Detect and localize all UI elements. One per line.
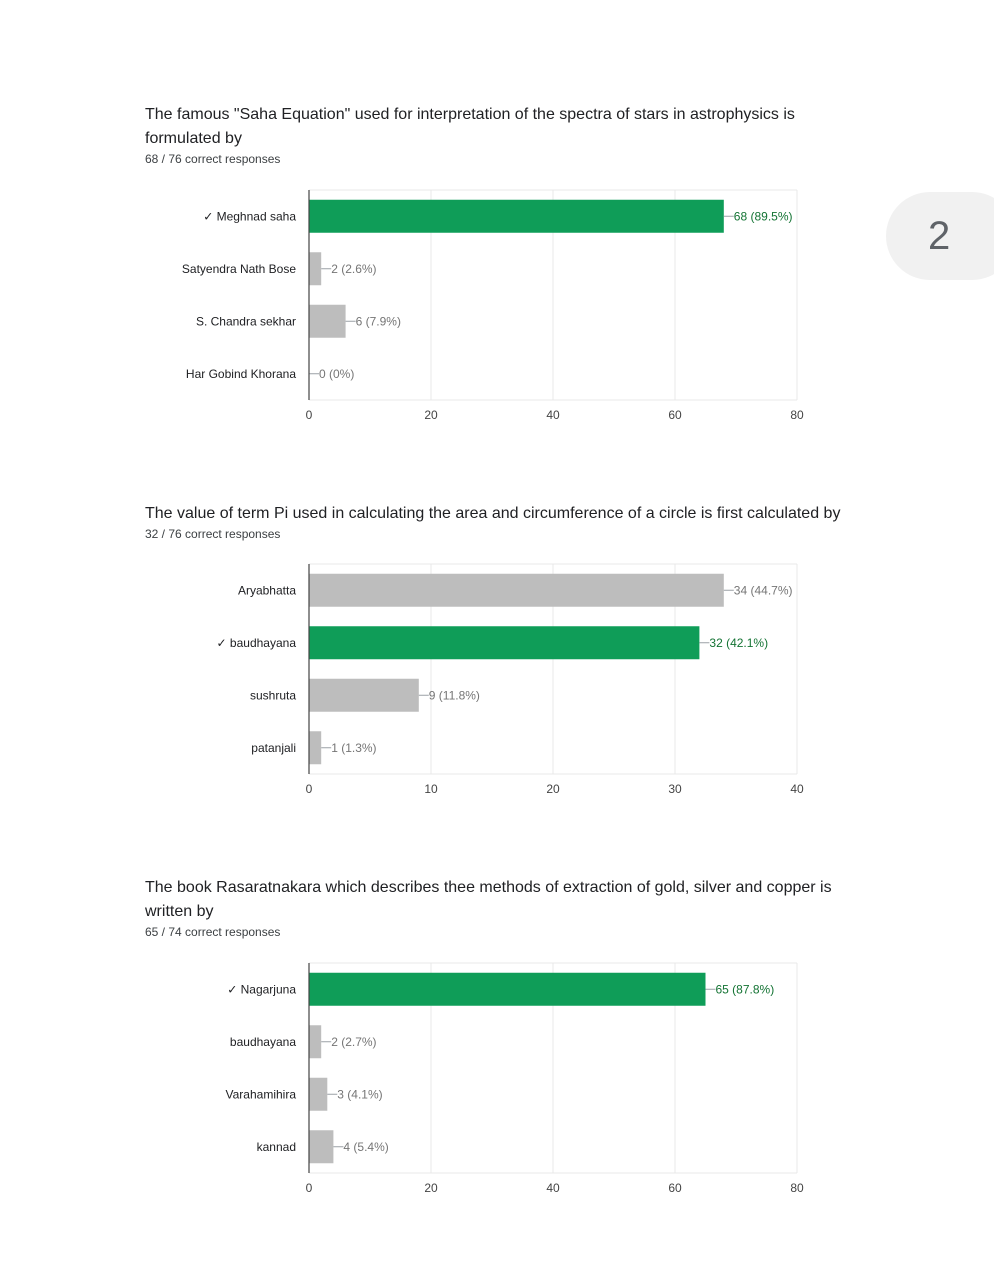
chart-question-1: [0, 180, 994, 420]
bar: [309, 252, 321, 285]
page-number: 2: [928, 213, 951, 258]
value-label: 0 (0%): [319, 366, 355, 381]
category-label: ✓ baudhayana: [216, 635, 296, 650]
question-title: The famous "Saha Equation" used for interpretation of the spectra of stars in astrophysics is formulated by: [145, 106, 795, 147]
x-tick-label: 10: [424, 782, 438, 796]
x-tick-label: 40: [546, 1181, 560, 1195]
bar-chart-2: [0, 554, 994, 804]
category-label: S. Chandra sekhar: [195, 314, 296, 329]
x-tick-label: 0: [305, 1181, 313, 1195]
x-tick-label: 0: [305, 408, 313, 422]
value-label: 32 (42.1%): [709, 635, 769, 650]
x-tick-label: 80: [790, 408, 804, 422]
bar: [309, 679, 419, 712]
correct-responses: 68 / 76 correct responses: [145, 152, 281, 166]
category-label: Satyendra Nath Bose: [181, 261, 296, 276]
value-label: 9 (11.8%): [428, 688, 480, 703]
bar-chart-3: [0, 953, 994, 1203]
value-label: 3 (4.1%): [337, 1087, 383, 1102]
bar: [309, 574, 724, 607]
category-label: sushruta: [249, 688, 296, 703]
bar: [309, 305, 346, 338]
chart-question-3: [0, 953, 994, 1193]
category-label: ✓ Nagarjuna: [227, 982, 296, 997]
x-tick-label: 60: [668, 1181, 682, 1195]
value-label: 65 (87.8%): [715, 982, 775, 997]
category-label: ✓ Meghnad saha: [203, 209, 296, 224]
value-label: 6 (7.9%): [355, 314, 401, 329]
question-2: [145, 502, 865, 541]
correct-responses: 32 / 76 correct responses: [145, 527, 281, 541]
x-tick-label: 40: [546, 408, 560, 422]
value-label: 2 (2.6%): [331, 261, 377, 276]
category-label: Varahamihira: [225, 1087, 296, 1102]
category-label: baudhayana: [229, 1034, 296, 1049]
bar: [309, 1025, 321, 1058]
question-title: The value of term Pi used in calculating the area and circumference of a circle is first calculated by: [145, 505, 841, 522]
value-label: 2 (2.7%): [331, 1034, 377, 1049]
correct-responses: 65 / 74 correct responses: [145, 925, 281, 939]
value-label: 1 (1.3%): [331, 740, 377, 755]
bar: [309, 626, 699, 659]
x-tick-label: 80: [790, 1181, 804, 1195]
x-tick-label: 30: [668, 782, 682, 796]
category-label: Har Gobind Khorana: [185, 366, 296, 381]
value-label: 34 (44.7%): [733, 583, 793, 598]
x-tick-label: 20: [424, 408, 438, 422]
x-tick-label: 20: [424, 1181, 438, 1195]
x-tick-label: 20: [546, 782, 560, 796]
x-tick-label: 60: [668, 408, 682, 422]
bar: [309, 731, 321, 764]
question-title: The book Rasaratnakara which describes thee methods of extraction of gold, silver and copper is written by: [145, 879, 832, 920]
bar-chart-1: [0, 180, 994, 430]
bar: [309, 200, 724, 233]
question-1: [145, 103, 865, 166]
category-label: patanjali: [251, 740, 296, 755]
value-label: 4 (5.4%): [343, 1139, 389, 1154]
x-tick-label: 40: [790, 782, 804, 796]
x-tick-label: 0: [305, 782, 313, 796]
bar: [309, 973, 706, 1006]
bar: [309, 1130, 333, 1163]
value-label: 68 (89.5%): [733, 209, 793, 224]
chart-question-2: [0, 554, 994, 794]
category-label: kannad: [256, 1139, 296, 1154]
category-label: Aryabhatta: [237, 583, 296, 598]
bar: [309, 1078, 327, 1111]
question-3: [145, 876, 865, 939]
